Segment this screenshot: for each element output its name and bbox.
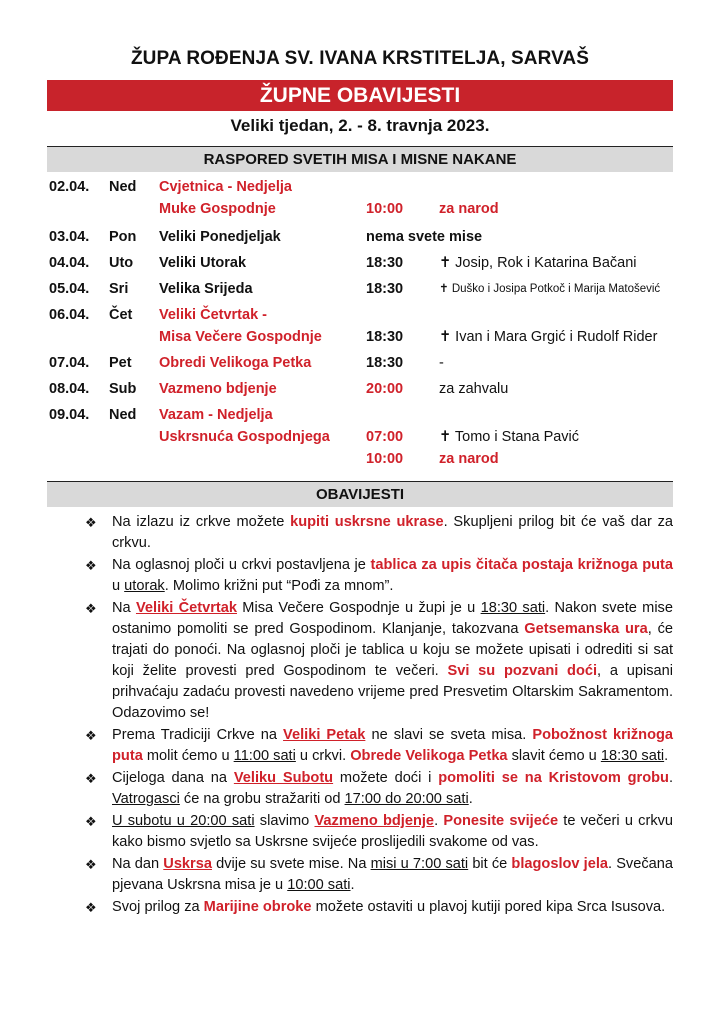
schedule-date: 03.04. [49,229,90,245]
notice-text: . Skupljeni prilog bit će vaš dar za crkvu. [112,514,673,551]
notice-text: Svoj prilog za [112,899,204,915]
schedule-date: 09.04. [49,407,90,423]
notice-text: Na dan [112,856,164,872]
notice-text: 10:00 sati [287,877,351,893]
notice-text: te večeri u crkvu kako bismo svjetlo sa Uskrsne svijeće proslijedili svakome od vas. [112,813,674,850]
schedule-date: 06.04. [49,307,90,323]
schedule-time: 18:30 [366,329,404,345]
schedule-day: Čet [109,307,133,323]
notice-text: Misa Večere Gospodnje u župi je u [237,600,481,616]
schedule-row [47,448,673,470]
notice-text: . [668,770,674,786]
notice-text: 18:30 sati [600,748,665,764]
diamond-bullet-icon: ❖ [85,601,97,616]
schedule-day: Uto [109,255,134,271]
notice-text: . Svečana pjevana Uskrsna misa je u [112,856,673,893]
schedule-event: Veliki Četvrtak - [159,307,267,323]
schedule-day: Pon [109,229,137,245]
notice-text: kupiti uskrsne ukrase [290,514,444,530]
schedule-event: Veliki Ponedjeljak [159,229,281,245]
mass-schedule [47,176,673,470]
schedule-intention: ✝ Ivan i Mara Grgić i Rudolf Rider [439,329,658,345]
notice-text: tablica za upis čitača postaja križnoga puta [370,557,673,573]
schedule-intention: za narod [439,201,499,217]
notice-text: možete doći i [333,770,439,786]
schedule-intention: za narod [439,451,499,467]
notice-text: Ponesite svijeće [443,813,559,829]
notice-text: , će trajati do ponoći. Na oglasnoj ploči je tablica u koju se možete upisati i odrediti si sat koji želite provesti pred Gospodinom te večeri. [112,621,674,679]
diamond-bullet-icon: ❖ [85,857,97,872]
schedule-row [47,404,673,426]
diamond-bullet-icon: ❖ [85,558,97,573]
notice-text: dvije su svete mise. Na [211,856,371,872]
schedule-row [47,198,673,220]
notice-text: . [664,748,669,764]
schedule-event: Vazam - Nedjelja [159,407,273,423]
schedule-row [47,176,673,198]
schedule-time: 18:30 [366,355,404,371]
notice-text: Veliku Subotu [233,770,334,786]
notice-text: Na oglasnoj ploči u crkvi postavljena je [112,557,371,573]
schedule-heading: RASPORED SVETIH MISA I MISNE NAKANE [47,146,673,172]
schedule-date: 02.04. [49,179,90,195]
week-subtitle: Veliki tjedan, 2. - 8. travnja 2023. [230,116,490,135]
schedule-event: Veliki Utorak [159,255,247,271]
notice-item [47,768,673,810]
notice-text: Vatrogasci [112,791,180,807]
schedule-day: Ned [109,179,137,195]
schedule-intention: ✝ Duško i Josipa Potkoč i Marija Matošević [439,283,661,295]
schedule-event: Vazmeno bdjenje [159,381,277,397]
notice-text: Marijine obroke [203,899,312,915]
parish-name: ŽUPA ROĐENJA SV. IVANA KRSTITELJA, SARVAŠ [130,48,590,69]
notice-text: Getsemanska ura [524,621,648,637]
schedule-time: 10:00 [366,451,404,467]
notice-text: U subotu u 20:00 sati [112,813,255,829]
notice-item [47,897,673,918]
notice-item [47,725,673,767]
schedule-day: Sri [109,281,129,297]
notice-text: Veliki Četvrtak [135,600,237,616]
schedule-day: Pet [109,355,132,371]
schedule-row [47,326,673,348]
schedule-event: Misa Večere Gospodnje [159,329,322,345]
schedule-row [47,426,673,448]
schedule-date: 07.04. [49,355,90,371]
notice-text: slavimo [254,813,315,829]
schedule-time: 07:00 [366,429,404,445]
notice-item [47,598,673,724]
schedule-row [47,352,673,374]
schedule-row [47,378,673,400]
notice-text: bit će [468,856,512,872]
schedule-row [47,226,673,248]
notice-text: u [112,578,125,594]
notice-text: blagoslov jela [511,856,609,872]
schedule-row [47,278,673,300]
notice-text: slavit ćemo u [507,748,601,764]
notice-text: . Nakon svete mise ostanimo pomoliti se pred Gospodinom. Klanjanje, takozvana [112,600,673,637]
notice-text: 11:00 sati [233,748,296,764]
notice-text: Obrede Velikoga Petka [350,748,508,764]
notice-text: pomoliti se na Kristovom grobu [438,770,669,786]
schedule-day: Ned [109,407,137,423]
notice-text: utorak [124,578,165,594]
notice-text: . [350,877,355,893]
schedule-date: 05.04. [49,281,90,297]
notice-item [47,512,673,554]
schedule-intention: - [439,355,444,371]
notice-text: 17:00 do 20:00 sati [344,791,469,807]
notice-text: , a upisani prihvaćaju zadaću provesti navedeno vrijeme pred Presvetim Oltarskim Sakramentom. Odazovimo se! [112,663,673,721]
notice-item [47,555,673,597]
notice-text: Na [112,600,136,616]
notice-item [47,854,673,896]
notice-text: Na izlazu iz crkve možete [112,514,291,530]
notice-text: će na grobu stražariti od [179,791,345,807]
notice-text: možete ostaviti u plavoj kutiji pored kipa Srca Isusova. [311,899,666,915]
schedule-event: Cvjetnica - Nedjelja [159,179,292,195]
diamond-bullet-icon: ❖ [85,728,97,743]
schedule-event: Muke Gospodnje [159,201,276,217]
notice-text: Cijeloga dana na [112,770,234,786]
notice-text: u crkvi. [295,748,351,764]
schedule-date: 04.04. [49,255,90,271]
notice-item [47,811,673,853]
diamond-bullet-icon: ❖ [85,814,97,829]
notice-text: 18:30 sati [480,600,546,616]
schedule-time: 18:30 [366,281,404,297]
schedule-time: 20:00 [366,381,404,397]
schedule-row [47,252,673,274]
schedule-event: Obredi Velikoga Petka [159,355,312,371]
notice-text: ne slavi se sveta misa. [365,727,533,743]
notice-text: . [434,813,444,829]
schedule-date: 08.04. [49,381,90,397]
notice-text: Uskrsa [163,856,212,872]
notices-heading: OBAVIJESTI [47,481,673,507]
schedule-time: nema svete mise [366,229,483,245]
schedule-intention: za zahvalu [439,381,509,397]
notice-text: Pobožnost križnoga puta [112,727,674,764]
notice-text: . Molimo križni put “Pođi za mnom”. [164,578,394,594]
schedule-event: Velika Srijeda [159,281,253,297]
notice-text: misi u 7:00 sati [370,856,469,872]
schedule-intention: ✝ Josip, Rok i Katarina Bačani [439,255,637,271]
notice-text: Prema Tradiciji Crkve na [112,727,284,743]
notice-text: molit ćemo u [142,748,234,764]
diamond-bullet-icon: ❖ [85,771,97,786]
schedule-day: Sub [109,381,137,397]
notice-text: Vazmeno bdjenje [314,813,435,829]
bulletin-banner: ŽUPNE OBAVIJESTI [47,80,673,111]
diamond-bullet-icon: ❖ [85,515,97,530]
notices-list [47,512,673,919]
notice-text: . [468,791,473,807]
schedule-row [47,304,673,326]
schedule-time: 18:30 [366,255,404,271]
notice-text: Svi su pozvani doći [447,663,598,679]
diamond-bullet-icon: ❖ [85,900,97,915]
schedule-intention: ✝ Tomo i Stana Pavić [439,429,580,445]
schedule-event: Uskrsnuća Gospodnjega [159,429,330,445]
notice-text: Veliki Petak [283,727,366,743]
schedule-time: 10:00 [366,201,404,217]
